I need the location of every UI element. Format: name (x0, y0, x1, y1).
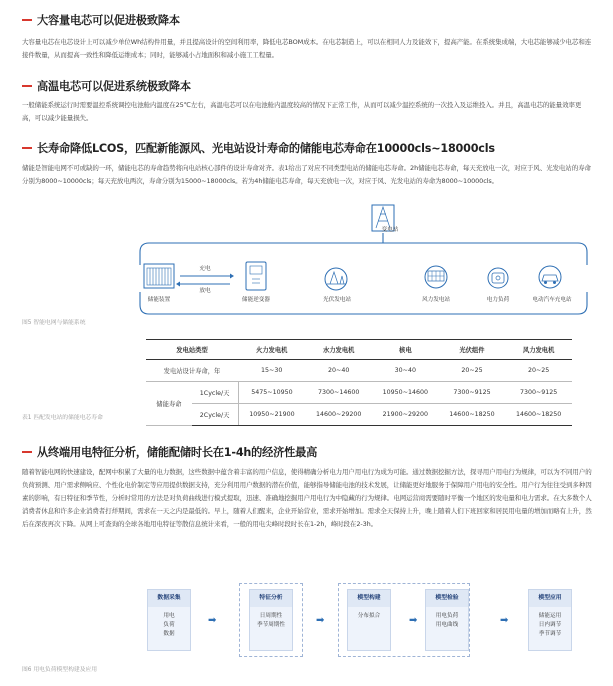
inverter-label: 储能逆变器 (242, 297, 270, 303)
section-paragraph: 一般储能系统运行时需要温控系统调控电池舱内温度在25℃左右，高温电芯可以在电池舱内温度较高的情况下正常工作，从而可以减少温控系统的一次投入及运维投入。并且，高温电芯的能量效率更高，可以减少能量损失。 (22, 101, 582, 122)
table1-caption: 表1 匹配发电站的储能电芯寿命 (22, 415, 103, 421)
pv-station-icon (325, 268, 347, 290)
wind-label: 风力发电站 (422, 297, 450, 303)
section-paragraph: 大容量电芯在电芯设计上可以减少单位Wh结构件用量，并且提高设计的空间利用率，降低电芯BOM成本。在电芯制造上，可以在相同人力及能效下，提高产能。在系统集成端，大电芯能够减少电芯和连接件数量，从而提高一致性和降低运维成本；同时，能够减小占地面积和减小施工工程量。 (22, 38, 592, 59)
arrow-right-icon: ➡ (500, 615, 509, 626)
storage-device-icon (144, 264, 174, 288)
substation-label: 变电站 (381, 227, 399, 233)
arrow-right-icon: ➡ (208, 615, 217, 626)
figure5-caption: 图5 智能电网与储能系统 (22, 320, 86, 326)
cell-life-table (146, 339, 572, 426)
section-heading: 从终端用电特征分析，储能配储时长在1-4h的经济性最高 (22, 444, 317, 460)
load-label: 电力负荷 (486, 297, 510, 303)
smart-grid-diagram (0, 0, 613, 340)
ev-charging-icon (539, 266, 561, 288)
pv-label: 光伏发电站 (323, 297, 351, 303)
section-paragraph: 储能是智能电网不可或缺的一环，储能电芯的寿命趋势将向电站核心部件的设计寿命对齐。表1给出了对应不同类型电站的储能电芯寿命。2h储能电芯寿命，每天充放电一次，对应于风、光发电站的寿命分别为8000~10000cls；每天充放电两次，寿命分别为15000~18000cls。若为4h储能电芯寿命，每天充放电一次，对应于风、光发电站的寿命为8000~10000cls。 (22, 164, 591, 185)
flow-step: 模型构建 分布拟合 (347, 589, 391, 651)
storage-label: 储能装置 (147, 297, 171, 303)
arrow-right-icon: ➡ (409, 615, 418, 626)
inverter-icon (246, 262, 266, 290)
flow-step: 数据采集 用电 负荷 数据 (147, 589, 191, 651)
table-row: 2Cycle/天 10950~21900 14600~29200 21900~29200 14600~18250 14600~18250 (146, 404, 572, 426)
table-header-row: 发电站类型 火力发电机 水力发电机 核电 光伏组件 风力发电机 (146, 340, 572, 360)
table-row: 发电站设计寿命，年 15~30 20~40 30~40 20~25 20~25 (146, 360, 572, 382)
table-row: 储能寿命 1Cycle/天 5475~10950 7300~14600 10950~14600 7300~9125 7300~9125 (146, 382, 572, 404)
charge-label: 充电 (199, 266, 211, 272)
section-heading: 高温电芯可以促进系统极致降本 (22, 78, 191, 94)
arrow-right-icon: ➡ (316, 615, 325, 626)
wind-station-icon (425, 266, 447, 288)
flow-step: 模型检验 用电负荷 用电曲线 (425, 589, 469, 651)
section-heading: 大容量电芯可以促进极致降本 (22, 12, 180, 28)
power-load-icon (488, 268, 508, 288)
discharge-label: 放电 (199, 288, 211, 294)
section-heading: 长寿命降低LCOS，匹配新能源风、光电站设计寿命的储能电芯寿命在10000cls~18000cls (22, 140, 495, 156)
ev-label: 电动汽车充电站 (532, 297, 572, 303)
section-paragraph: 随着智能电网的快速建设，配网中积累了大量的电力数据，这些数据中蕴含着丰富的用户信息，使得精确分析电力用户用电行为成为可能。通过数据挖掘方法，探寻用户用电行为规律，可以为不同用户的负荷预测、用户需求侧响应、个性化电价制定等应用提供数据支持，充分利用用户数据的潜在价值，能够指导储能电池的技术发展，让储能更好地服务于保障用户用电的安全性。用户行为往往受到多种因素的影响，有日特征和季节性，分析时常用的方法是对负荷曲线进行模式提取，迅速、准确地挖掘用户用电行为中隐藏的行为规律。电网运营商需要随时平衡一个地区的发电量和电力需求。在大多数个人消费者休息和许多企业消费者打烊期间，需求在一天之内是最低的。早上，随着人们醒来，企业开始营业，需求开始增加。需求全天保持上升，晚上随着人们下班回家和居民用电量的增加而略有上升，然后在深夜再次下降。从网上可查询的全球各地用电特征等散信息统计来看，一般的用电尖峰时段时长在1-2h，峰时段在2-3h。 (22, 468, 592, 528)
flow-step: 特征分析 日周期性 季节周期性 (249, 589, 293, 651)
flow-step: 模型应用 储能运用 日内调节 季节调节 (528, 589, 572, 651)
figure6-caption: 图6 用电负荷模型构建及应用 (22, 667, 98, 673)
